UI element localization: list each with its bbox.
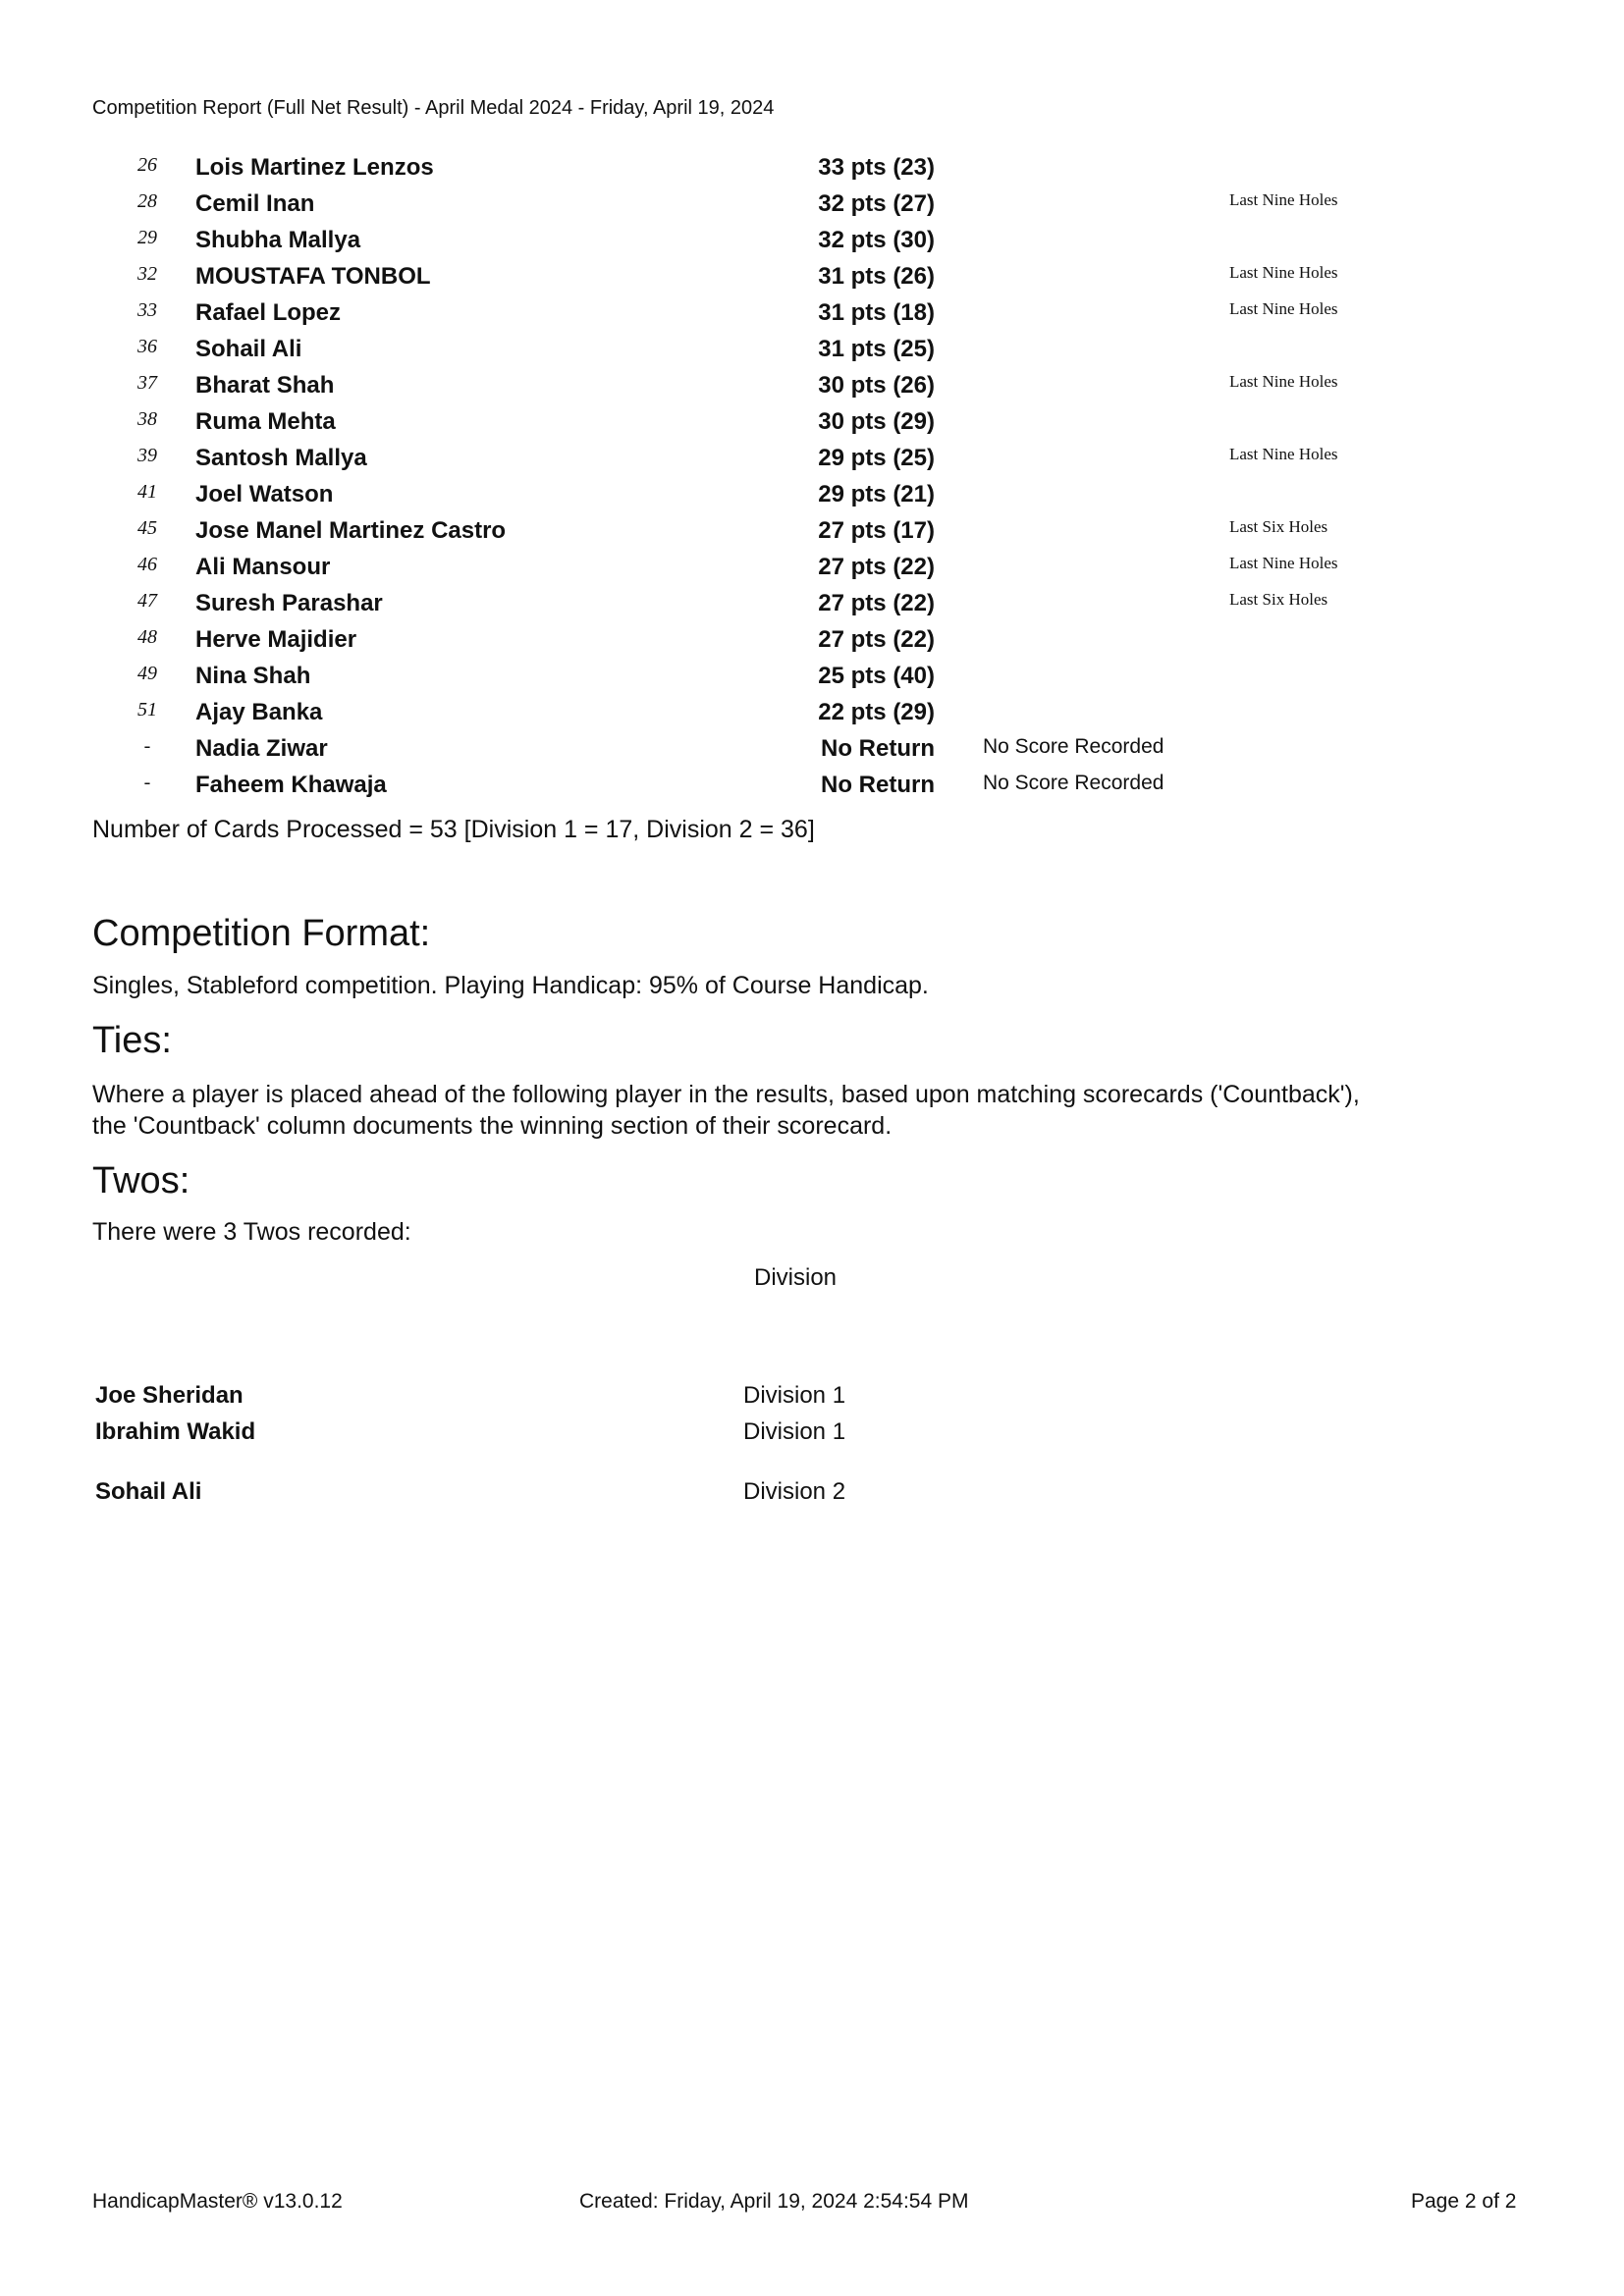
result-position: -	[143, 772, 151, 793]
result-row	[0, 263, 1624, 299]
result-row	[0, 517, 1624, 554]
result-note: No Score Recorded	[983, 772, 1164, 794]
result-player-name: Shubha Mallya	[195, 227, 361, 253]
result-row	[0, 299, 1624, 336]
result-countback: Last Nine Holes	[1229, 263, 1338, 282]
result-score: 32 pts (27)	[818, 190, 935, 217]
twos-division-header: Division	[754, 1264, 838, 1291]
result-score: 29 pts (25)	[818, 445, 935, 471]
result-countback: Last Nine Holes	[1229, 372, 1338, 391]
format-heading: Competition Format:	[92, 913, 431, 954]
result-position: 32	[137, 263, 157, 285]
result-score: 25 pts (40)	[818, 663, 935, 689]
result-position: 45	[137, 517, 157, 539]
result-row	[0, 554, 1624, 590]
result-score: 27 pts (22)	[818, 590, 935, 616]
result-player-name: Lois Martinez Lenzos	[195, 154, 434, 181]
result-player-name: Bharat Shah	[195, 372, 335, 399]
result-score: No Return	[821, 772, 935, 798]
result-position: 29	[137, 227, 157, 248]
result-countback: Last Nine Holes	[1229, 190, 1338, 209]
twos-player-division: Division 1	[743, 1382, 846, 1409]
result-score: 30 pts (26)	[818, 372, 935, 399]
result-player-name: Sohail Ali	[195, 336, 302, 362]
result-player-name: Faheem Khawaja	[195, 772, 387, 798]
result-position: 37	[137, 372, 157, 394]
ties-text-line-1: Where a player is placed ahead of the following player in the results, based upon matching scorecards ('Countback'),	[92, 1081, 1360, 1108]
result-player-name: Jose Manel Martinez Castro	[195, 517, 507, 544]
result-player-name: Herve Majidier	[195, 626, 357, 653]
twos-heading: Twos:	[92, 1160, 190, 1201]
twos-player-name: Sohail Ali	[95, 1478, 202, 1505]
result-position: 26	[137, 154, 157, 176]
result-row	[0, 408, 1624, 445]
result-row	[0, 663, 1624, 699]
result-position: -	[143, 735, 151, 757]
result-score: 22 pts (29)	[818, 699, 935, 725]
result-countback: Last Six Holes	[1229, 517, 1328, 536]
result-player-name: Ruma Mehta	[195, 408, 336, 435]
result-position: 51	[137, 699, 157, 721]
result-position: 39	[137, 445, 157, 466]
result-countback: Last Six Holes	[1229, 590, 1328, 609]
result-player-name: Rafael Lopez	[195, 299, 342, 326]
result-row	[0, 735, 1624, 772]
result-score: 30 pts (29)	[818, 408, 935, 435]
result-position: 48	[137, 626, 157, 648]
result-row	[0, 626, 1624, 663]
footer-software: HandicapMaster® v13.0.12	[92, 2190, 343, 2213]
twos-text: There were 3 Twos recorded:	[92, 1218, 411, 1246]
result-score: 27 pts (22)	[818, 554, 935, 580]
result-row	[0, 772, 1624, 808]
result-row	[0, 481, 1624, 517]
result-countback: Last Nine Holes	[1229, 445, 1338, 463]
result-row	[0, 154, 1624, 190]
result-score: 31 pts (25)	[818, 336, 935, 362]
result-position: 41	[137, 481, 157, 503]
result-score: 33 pts (23)	[818, 154, 935, 181]
result-countback: Last Nine Holes	[1229, 299, 1338, 318]
result-player-name: Ajay Banka	[195, 699, 323, 725]
result-position: 47	[137, 590, 157, 612]
result-player-name: Ali Mansour	[195, 554, 331, 580]
result-row	[0, 227, 1624, 263]
cards-processed: Number of Cards Processed = 53 [Division 1 = 17, Division 2 = 36]	[92, 816, 815, 843]
footer-page: Page 2 of 2	[1411, 2190, 1517, 2213]
result-score: 32 pts (30)	[818, 227, 935, 253]
result-position: 33	[137, 299, 157, 321]
result-player-name: Suresh Parashar	[195, 590, 383, 616]
format-text: Singles, Stableford competition. Playing Handicap: 95% of Course Handicap.	[92, 972, 929, 999]
result-score: 31 pts (26)	[818, 263, 935, 290]
result-score: 29 pts (21)	[818, 481, 935, 507]
result-position: 28	[137, 190, 157, 212]
result-row	[0, 445, 1624, 481]
ties-text-line-2: the 'Countback' column documents the winning section of their scorecard.	[92, 1112, 893, 1140]
result-player-name: Joel Watson	[195, 481, 334, 507]
twos-player-division: Division 2	[743, 1478, 846, 1505]
result-countback: Last Nine Holes	[1229, 554, 1338, 572]
twos-player-division: Division 1	[743, 1418, 846, 1445]
result-score: 31 pts (18)	[818, 299, 935, 326]
result-score: 27 pts (22)	[818, 626, 935, 653]
report-header: Competition Report (Full Net Result) - April Medal 2024 - Friday, April 19, 2024	[92, 97, 775, 119]
result-position: 38	[137, 408, 157, 430]
result-score: 27 pts (17)	[818, 517, 935, 544]
result-player-name: Cemil Inan	[195, 190, 315, 217]
result-row	[0, 336, 1624, 372]
twos-player-name: Joe Sheridan	[95, 1382, 244, 1409]
result-row	[0, 699, 1624, 735]
result-note: No Score Recorded	[983, 735, 1164, 758]
footer-created: Created: Friday, April 19, 2024 2:54:54 PM	[579, 2190, 969, 2213]
result-position: 36	[137, 336, 157, 357]
result-row	[0, 190, 1624, 227]
ties-heading: Ties:	[92, 1020, 172, 1061]
result-position: 46	[137, 554, 157, 575]
result-row	[0, 590, 1624, 626]
result-score: No Return	[821, 735, 935, 762]
result-position: 49	[137, 663, 157, 684]
result-row	[0, 372, 1624, 408]
result-player-name: Santosh Mallya	[195, 445, 367, 471]
result-player-name: Nadia Ziwar	[195, 735, 328, 762]
result-player-name: MOUSTAFA TONBOL	[195, 263, 431, 290]
result-player-name: Nina Shah	[195, 663, 311, 689]
twos-player-name: Ibrahim Wakid	[95, 1418, 256, 1445]
